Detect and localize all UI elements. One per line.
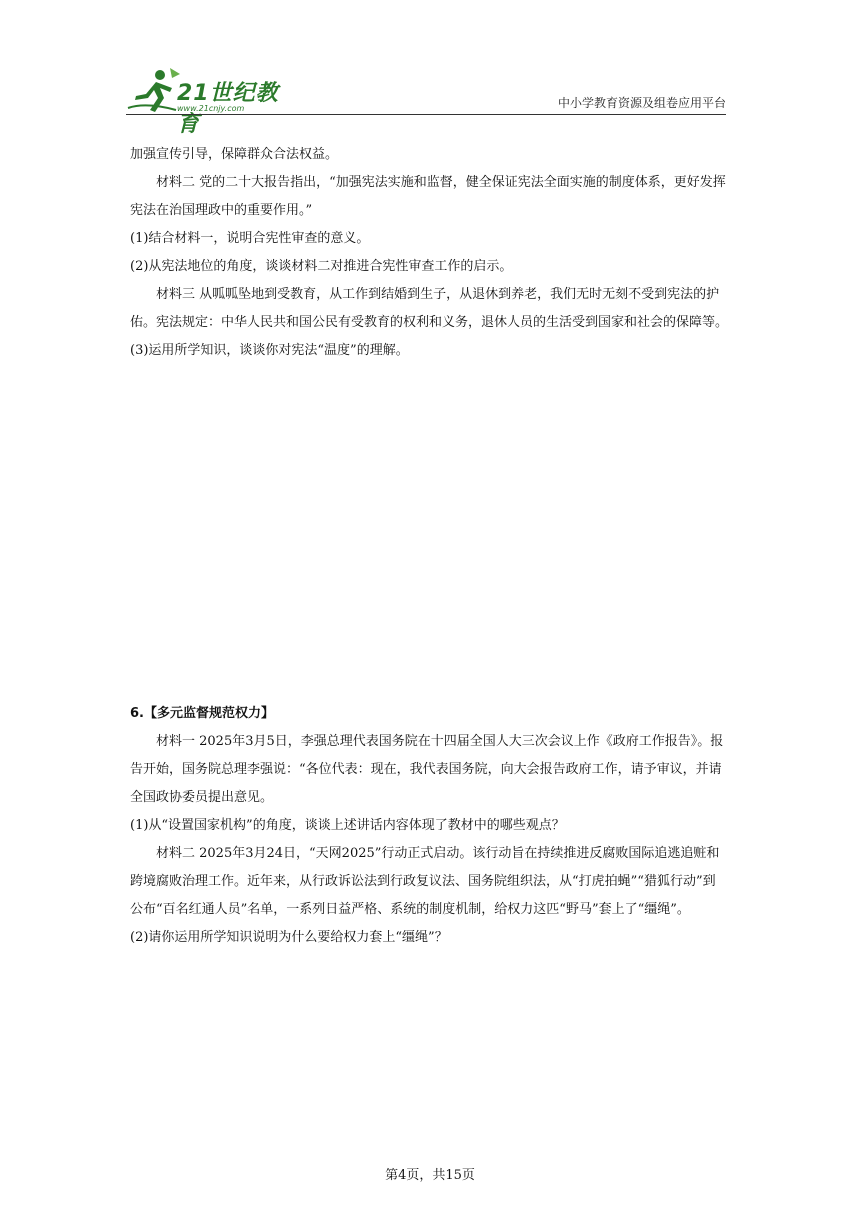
material-two: 材料二 党的二十大报告指出，“加强宪法实施和监督，健全保证宪法全面实施的制度体系，更好发挥宪法在治国理政中的重要作用。” (130, 175, 726, 218)
question-2: (2)从宪法地位的角度，谈谈材料二对推进合宪性审查工作的启示。 (130, 259, 513, 274)
page-header (126, 66, 726, 137)
answer-space (130, 365, 728, 700)
question-1: (1)结合材料一，说明合宪性审查的意义。 (130, 231, 370, 246)
question-6-2: (2)请你运用所学知识说明为什么要给权力套上“缰绳”？ (130, 930, 448, 945)
page-number: 第4页，共15页 (385, 1168, 475, 1183)
material-two-6: 材料二 2025年3月24日，“天网2025”行动正式启动。该行动旨在持续推进反腐败国际追逃追赃和跨境腐败治理工作。近年来，从行政诉讼法到行政复议法、国务院组织法，从“打虎拍蝇”“猎狐行动”到公布“百名红通人员”名单，一系列日益严格、系统的制度机制，给权力这匹“野马”套上了“缰绳”。 (130, 846, 720, 917)
question-title-6: 6.【多元监督规范权力】 (130, 706, 274, 721)
platform-name: 中小学教育资源及组卷应用平台 (557, 96, 726, 110)
question-3: (3)运用所学知识，谈谈你对宪法“温度”的理解。 (130, 343, 409, 358)
material-three: 材料三 从呱呱坠地到受教育，从工作到结婚到生子，从退休到养老，我们无时无刻不受到宪法的护佑。宪法规定：中华人民共和国公民有受教育的权利和义务，退休人员的生活受到国家和社会的保障等。 (130, 287, 729, 330)
running-person-icon (126, 66, 182, 116)
logo-url: www.21cnjy.com (177, 104, 245, 113)
material-one: 材料一 2025年3月5日，李强总理代表国务院在十四届全国人大三次会议上作《政府工作报告》。报告开始，国务院总理李强说：“各位代表：现在，我代表国务院，向大会报告政府工作，请予审议，并请全国政协委员提出意见。 (130, 734, 724, 805)
document-body (130, 141, 728, 952)
paragraph: 加强宣传引导，保障群众合法权益。 (130, 147, 339, 162)
logo (126, 66, 286, 137)
question-6-1: (1)从“设置国家机构”的角度，谈谈上述讲话内容体现了教材中的哪些观点？ (130, 818, 565, 833)
header-divider (126, 114, 726, 115)
logo-text: 21世纪教育 (177, 81, 279, 137)
